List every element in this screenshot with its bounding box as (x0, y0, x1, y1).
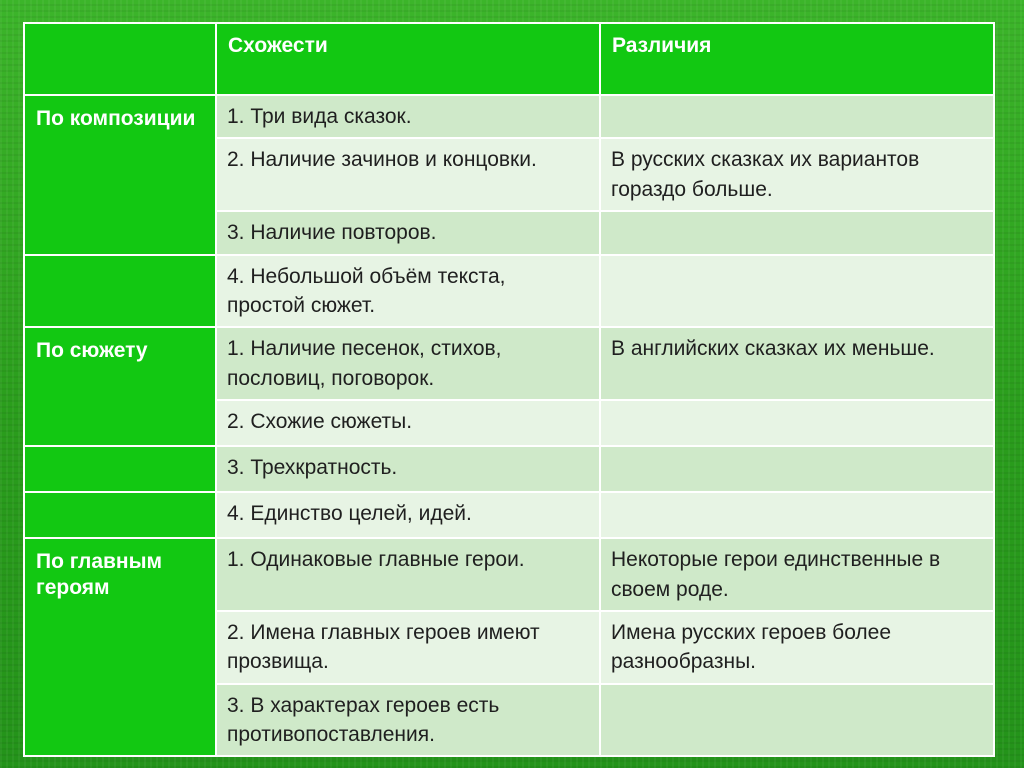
similarity-cell: 3. В характерах героев есть противопоставления. (216, 684, 600, 757)
difference-cell (600, 446, 994, 492)
difference-cell (600, 211, 994, 254)
similarity-cell: 2. Схожие сюжеты. (216, 400, 600, 446)
category-blank-cell (24, 492, 216, 538)
similarity-cell: 3. Наличие повторов. (216, 211, 600, 254)
header-row (24, 23, 994, 95)
similarity-cell: 2. Наличие зачинов и концовки. (216, 138, 600, 211)
difference-cell (600, 684, 994, 757)
difference-cell: В русских сказках их вариантов гораздо больше. (600, 138, 994, 211)
similarity-cell: 1. Наличие песенок, стихов, пословиц, поговорок. (216, 327, 600, 400)
similarity-cell: 4. Единство целей, идей. (216, 492, 600, 538)
table-row (24, 327, 994, 400)
similarity-cell: 1. Одинаковые главные герои. (216, 538, 600, 611)
difference-cell (600, 492, 994, 538)
table-row (24, 95, 994, 138)
difference-cell (600, 255, 994, 328)
table-row (24, 492, 994, 538)
difference-cell: В английских сказках их меньше. (600, 327, 994, 400)
similarity-cell: 2. Имена главных героев имеют прозвища. (216, 611, 600, 684)
similarity-cell: 1. Три вида сказок. (216, 95, 600, 138)
similarity-cell: 3. Трехкратность. (216, 446, 600, 492)
header-corner-cell (24, 23, 216, 95)
difference-cell: Имена русских героев более разнообразны. (600, 611, 994, 684)
header-similarities: Схожести (216, 23, 600, 95)
category-plot: По сюжету (24, 327, 216, 446)
table-row (24, 255, 994, 328)
difference-cell (600, 400, 994, 446)
table-row (24, 538, 994, 611)
category-heroes: По главным героям (24, 538, 216, 756)
similarity-cell: 4. Небольшой объём текста, простой сюжет. (216, 255, 600, 328)
category-composition: По композиции (24, 95, 216, 255)
header-differences: Различия (600, 23, 994, 95)
category-blank-cell (24, 446, 216, 492)
difference-cell (600, 95, 994, 138)
comparison-table (23, 22, 995, 757)
table-row (24, 446, 994, 492)
category-blank-cell (24, 255, 216, 328)
difference-cell: Некоторые герои единственные в своем роде. (600, 538, 994, 611)
